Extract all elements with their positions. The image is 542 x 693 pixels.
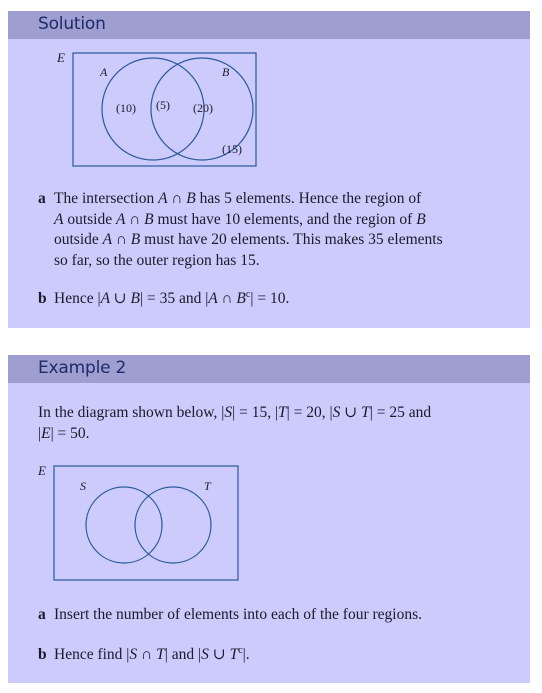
region-outside: (15) (222, 142, 242, 156)
part-a-label: a (38, 190, 46, 207)
example-part-b (38, 641, 508, 666)
part-b-label: b (38, 290, 47, 308)
math: A (54, 210, 64, 228)
math: S ∩ T (129, 646, 165, 664)
text: |. (242, 646, 250, 664)
region-intersection: (5) (156, 98, 170, 112)
math: A ∩ B (158, 190, 196, 207)
solution-venn-diagram (52, 51, 272, 181)
universe-label: E (57, 51, 65, 65)
text: must have 20 elements. This makes 35 elements (140, 231, 443, 248)
math: A ∪ B (100, 290, 140, 308)
example-intro (38, 403, 508, 444)
universe-label: E (38, 463, 46, 478)
example-panel (8, 355, 530, 683)
text: has 5 elements. Hence the region of (195, 190, 422, 207)
solution-part-b (38, 285, 508, 310)
text: Insert the number of elements into each of the four regions. (54, 606, 423, 623)
text: so far, so the outer region has 15. (54, 251, 260, 269)
math: A ∩ B (208, 290, 246, 308)
text: | = 15, | (232, 404, 279, 421)
example-part-a (38, 605, 508, 626)
part-b-label: b (38, 646, 47, 664)
math: S ∪ T (332, 404, 370, 421)
math: A ∩ B (102, 231, 141, 248)
example-header (8, 355, 530, 383)
example-venn-diagram (36, 462, 246, 584)
text: Hence find | (54, 646, 130, 664)
text: outside (54, 231, 103, 248)
set-a-label: A (100, 65, 108, 79)
set-s-label: S (80, 479, 86, 493)
solution-part-a (38, 189, 508, 271)
set-t-circle (135, 487, 211, 563)
solution-panel (8, 11, 530, 328)
solution-title: Solution (38, 14, 106, 34)
math: S ∪ T (201, 646, 239, 664)
complement-sup: c (245, 289, 251, 300)
text: | (38, 424, 42, 442)
set-s-circle (86, 487, 162, 563)
text: In the diagram shown below, | (38, 404, 225, 421)
complement-sup: c (238, 645, 243, 656)
text: | = 50. (50, 424, 90, 442)
math: B (416, 210, 426, 228)
region-only-b: (20) (193, 101, 213, 115)
set-b-label: B (222, 65, 230, 79)
region-only-a: (10) (116, 101, 136, 115)
math: S (224, 404, 233, 421)
math: A ∩ B (116, 210, 154, 228)
part-a-label: a (38, 606, 46, 623)
text: | = 25 and (369, 404, 432, 421)
text: | = 20, | (286, 404, 333, 421)
math: T (278, 404, 287, 421)
text: | and | (164, 646, 202, 664)
text: outside (63, 210, 116, 228)
solution-header (8, 11, 530, 39)
text: The intersection (54, 190, 159, 207)
set-t-label: T (204, 479, 211, 493)
text: Hence | (54, 290, 101, 308)
text: | = 35 and | (139, 290, 209, 308)
text: must have 10 elements, and the region of (153, 210, 417, 228)
text: | = 10. (250, 290, 290, 308)
example-title: Example 2 (38, 358, 127, 378)
math: E (41, 424, 51, 442)
